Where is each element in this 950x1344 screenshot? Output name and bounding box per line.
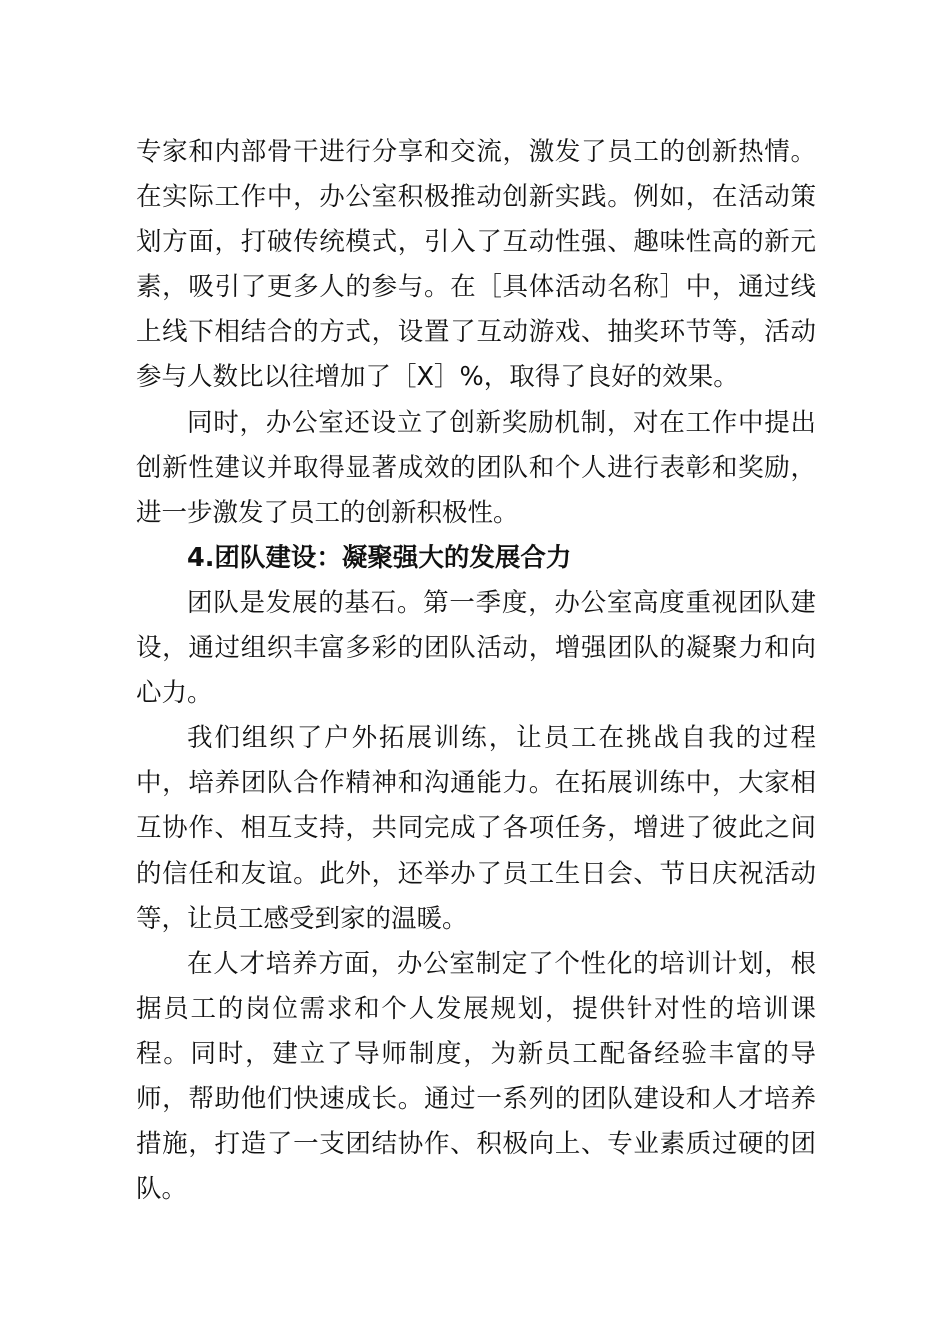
paragraph-line: 在人才培养方面，办公室制定了个性化的培训计划，根 [187,948,816,979]
paragraph-line: 队。 [136,1174,188,1205]
paragraph-line: 划方面，打破传统模式，引入了互动性强、趣味性高的新元 [136,227,816,258]
paragraph-line: 参与人数比以往增加了［X］%，取得了良好的效果。 [136,362,739,393]
paragraph-line: 专家和内部骨干进行分享和交流，激发了员工的创新热情。 [136,137,816,167]
paragraph-line: 的信任和友谊。此外，还举办了员工生日会、节日庆祝活动 [136,858,816,889]
paragraph-line: 我们组织了户外拓展训练，让员工在挑战自我的过程 [187,723,816,754]
paragraph-line: 设，通过组织丰富多彩的团队活动，增强团队的凝聚力和向 [136,633,816,664]
paragraph-line: 在实际工作中，办公室积极推动创新实践。例如，在活动策 [136,182,816,213]
paragraph-line: 进一步激发了员工的创新积极性。 [136,497,519,528]
paragraph-line: 心力。 [136,678,213,709]
paragraph-line: 上线下相结合的方式，设置了互动游戏、抽奖环节等，活动 [136,317,816,348]
document-page [136,130,816,1212]
paragraph-line: 创新性建议并取得显著成效的团队和个人进行表彰和奖励， [136,452,816,483]
paragraph-line: 据员工的岗位需求和个人发展规划，提供针对性的培训课 [136,993,816,1024]
paragraph-line: 团队是发展的基石。第一季度，办公室高度重视团队建 [187,587,816,618]
paragraph-line: 措施，打造了一支团结协作、积极向上、专业素质过硬的团 [136,1129,816,1160]
section-heading: 4.团队建设：凝聚强大的发展合力 [187,542,572,573]
paragraph-line: 同时，办公室还设立了创新奖励机制，对在工作中提出 [187,407,816,438]
paragraph-line: 素，吸引了更多人的参与。在［具体活动名称］中，通过线 [136,272,816,303]
paragraph-line: 等，让员工感受到家的温暖。 [136,903,468,934]
paragraph-line: 中，培养团队合作精神和沟通能力。在拓展训练中，大家相 [136,768,816,799]
paragraph-line: 师，帮助他们快速成长。通过一系列的团队建设和人才培养 [136,1083,816,1114]
paragraph-line: 程。同时，建立了导师制度，为新员工配备经验丰富的导 [136,1038,816,1069]
paragraph-line: 互协作、相互支持，共同完成了各项任务，增进了彼此之间 [136,813,816,844]
